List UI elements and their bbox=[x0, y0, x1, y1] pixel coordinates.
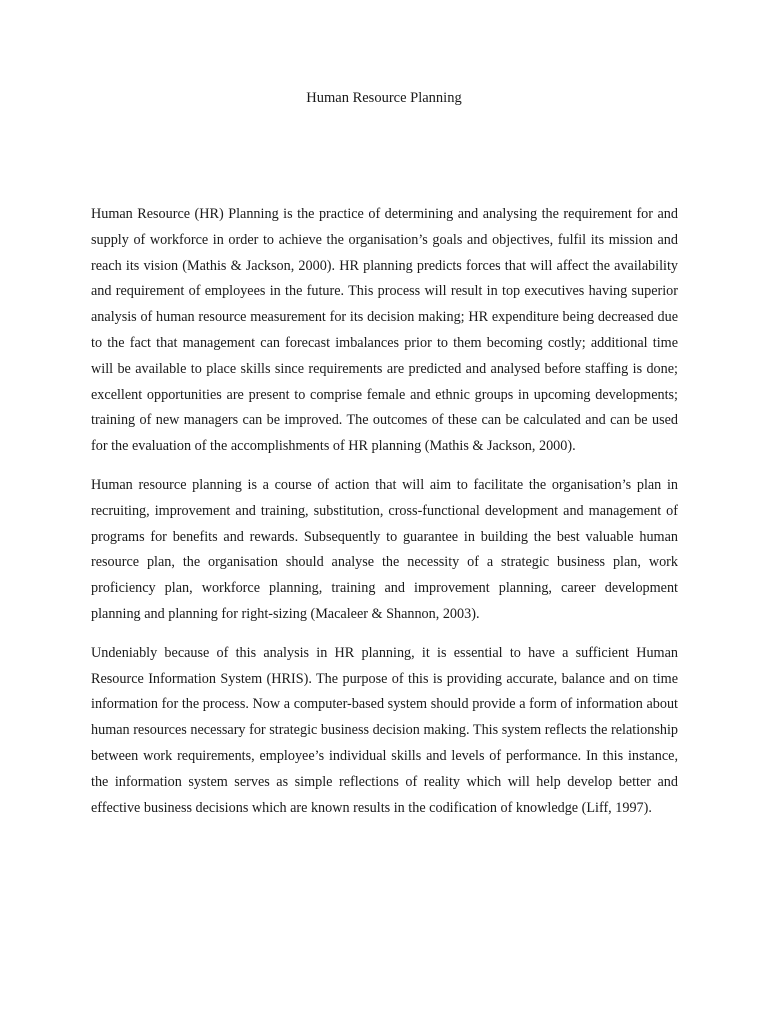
paragraph-2: Human resource planning is a course of action that will aim to facilitate the organisation’s plan in recruiting, improvement and training, substitution, cross-functional development and management of programs for benefits and rewards. Subsequently to guarantee in building the best valuable human resource plan, the organisation should analyse the necessity of a strategic business plan, work proficiency plan, workforce planning, training and improvement planning, career development planning and planning for right-sizing (Macaleer & Shannon, 2003). bbox=[91, 476, 678, 622]
document-body bbox=[91, 202, 678, 834]
paragraph-1: Human Resource (HR) Planning is the practice of determining and analysing the requirement for and supply of workforce in order to achieve the organisation’s goals and objectives, fulfil its mission and reach its vision (Mathis & Jackson, 2000). HR planning predicts forces that will affect the availability and requirement of employees in the future. This process will result in top executives having superior analysis of human resource measurement for its decision making; HR expenditure being decreased due to the fact that management can forecast imbalances prior to them becoming costly; additional time will be available to place skills since requirements are predicted and analysed before staffing is done; excellent opportunities are present to comprise female and ethnic groups in upcoming developments; training of new managers can be improved. The outcomes of these can be calculated and can be used for the evaluation of the accomplishments of HR planning (Mathis & Jackson, 2000). bbox=[91, 206, 678, 455]
document-title: Human Resource Planning bbox=[306, 90, 462, 106]
paragraph-3: Undeniably because of this analysis in HR planning, it is essential to have a sufficient Human Resource Information System (HRIS). The purpose of this is providing accurate, balance and on time information for the process. Now a computer-based system should provide a form of information about human resources necessary for strategic business decision making. This system reflects the relationship between work requirements, employee’s individual skills and levels of performance. In this instance, the information system serves as simple reflections of reality which will help develop better and effective business decisions which are known results in the codification of knowledge (Liff, 1997). bbox=[91, 644, 678, 816]
